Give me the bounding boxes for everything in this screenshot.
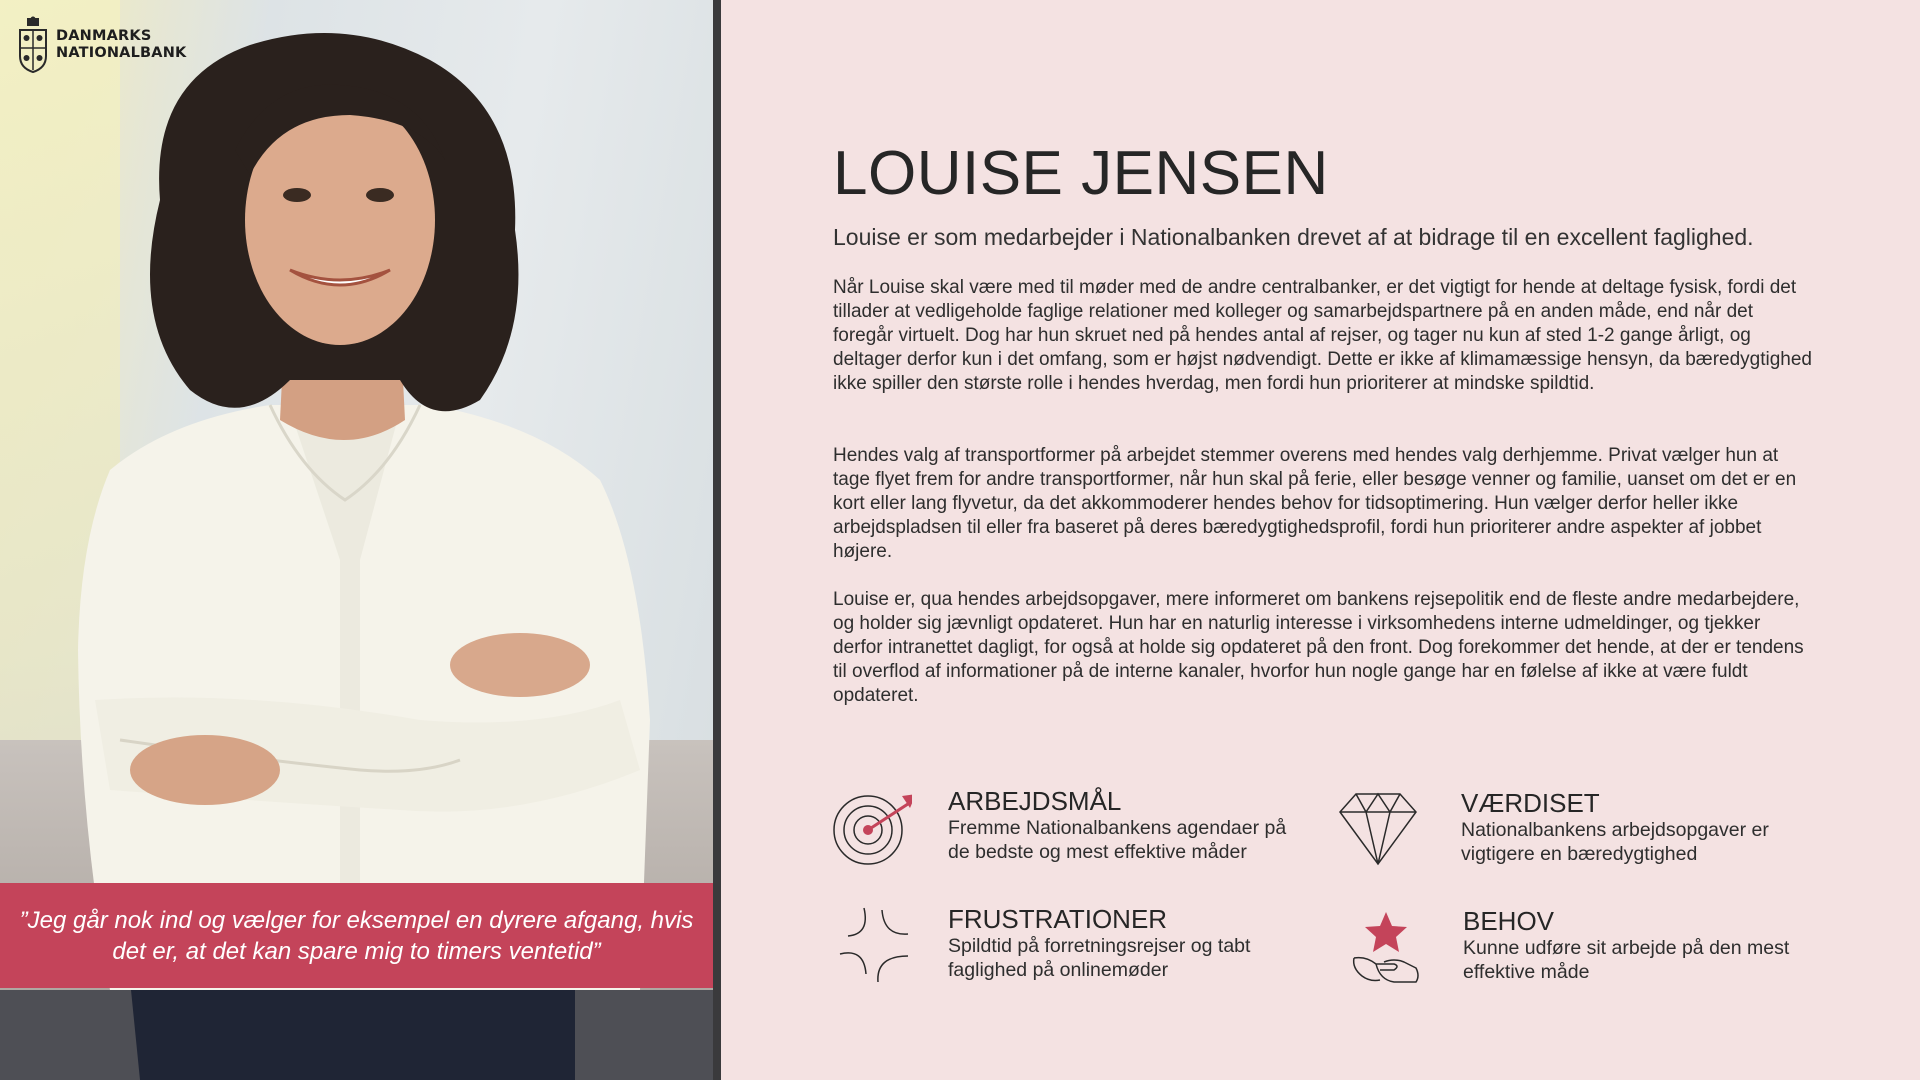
target-icon: [832, 786, 912, 866]
persona-paragraph-3: Louise er, qua hendes arbejdsopgaver, mere informeret om bankens rejsepolitik end de fleste andre medarbejdere, og holder sig jævnligt opdateret. Hun har en naturlig interesse i virksomhedens interne udmeldinger, og tjekker derfor intranettet dagligt, for også at holde sig opdateret på den front. Dog forekommer det hende, at der er tendens til overflod af informationer på de interne kanaler, hvorfor hun nogle gange har en følelse af ikke at være fuldt opdateret.: [833, 589, 1804, 706]
persona-paragraph-2: Hendes valg af transportformer på arbejdet stemmer overens med hendes valg derhjemme. Privat vælger hun at tage flyet frem for andre transportformer, når hun skal på ferie, eller besøge venner og familie, uanset om det er en kort eller lang flyvetur, da det akkommoderer hendes behov for tidsoptimering. Hun vælger derfor heller ikke arbejdspladsen til eller fra baseret på deres bæredygtighedsprofil, fordi hun prioriterer andre aspekter af jobbet højere.: [833, 445, 1797, 562]
feature-values-title: VÆRDISET: [1461, 788, 1600, 818]
crest-icon: [18, 16, 48, 74]
feature-values-text: Nationalbankens arbejdsopgaver er vigtigere en bæredygtighed: [1461, 819, 1769, 865]
persona-photo-panel: [0, 0, 721, 1080]
persona-paragraph-1: Når Louise skal være med til møder med de andre centralbanker, er det vigtigt for hende at deltage fysisk, fordi det tillader at vedligeholde faglige relationer med kolleger og samarbejdspartnere på en anden måde, end når det foregår virtuelt. Dog har hun skruet ned på hendes antal af rejser, og tager nu kun af sted 1-2 gange årligt, og deltager derfor kun i det omfang, som er højst nødvendigt. Dette er ikke af klimamæssige hensyn, da bæredygtighed ikke spiller den største rolle i hendes hverdag, men fordi hun prioriterer at mindske spildtid.: [833, 277, 1812, 394]
feature-goals: [832, 786, 1308, 866]
nationalbank-logo: [18, 16, 187, 74]
persona-lead: Louise er som medarbejder i Nationalbanken drevet af at bidrage til en excellent faglighed.: [833, 224, 1754, 250]
logo-line-1: DANMARKS: [56, 28, 152, 44]
logo-line-2: NATIONALBANK: [56, 45, 187, 61]
star-hand-icon: [1350, 906, 1430, 986]
persona-name: LOUISE JENSEN: [833, 139, 1329, 208]
persona-quote: ”Jeg går nok ind og vælger for eksempel en dyrere afgang, hvis det er, at det kan spare mig to timers ventetid”: [19, 906, 694, 965]
feature-values: [1338, 788, 1801, 868]
quote-banner: [0, 883, 713, 988]
feature-frustrations-text: Spildtid på forretningsrejser og tabt faglighed på onlinemøder: [948, 935, 1251, 981]
feature-frustrations-title: FRUSTRATIONER: [948, 904, 1168, 934]
feature-frustrations: [836, 904, 1288, 984]
frustration-icon: [836, 904, 916, 984]
feature-goals-text: Fremme Nationalbankens agendaer på de bedste og mest effektive måder: [948, 817, 1287, 863]
diamond-icon: [1338, 788, 1418, 868]
feature-needs-text: Kunne udføre sit arbejde på den mest effektive måde: [1463, 937, 1790, 983]
feature-needs-title: BEHOV: [1463, 906, 1555, 936]
panel-divider: [713, 0, 721, 1080]
logo-text: [56, 28, 187, 62]
feature-needs: [1350, 906, 1833, 986]
feature-goals-title: ARBEJDSMÅL: [948, 786, 1122, 816]
